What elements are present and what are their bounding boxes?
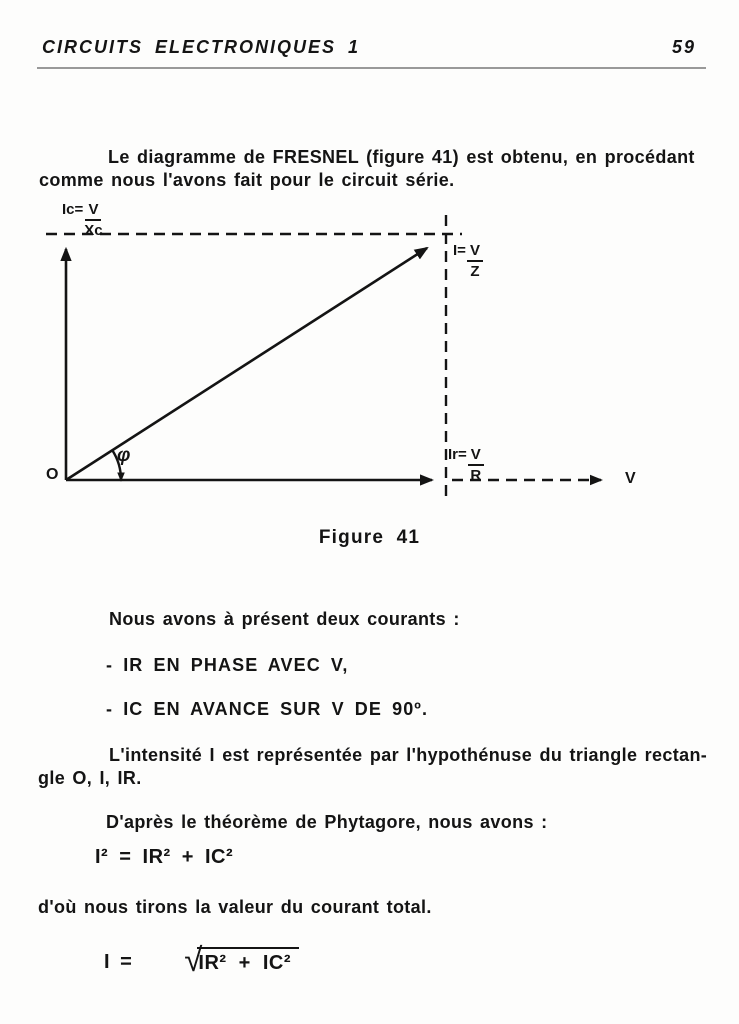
pythagore-intro: D'après le théorème de Phytagore, nous avons : xyxy=(106,812,548,832)
i-label-fraction xyxy=(467,242,483,279)
i-label-numerator: V xyxy=(467,242,483,262)
book-title: CIRCUITS ELECTRONIQUES 1 xyxy=(42,37,361,57)
ic-vector-label xyxy=(62,201,103,238)
intensity-paragraph-line1: L'intensité I est représentée par l'hypothénuse du triangle rectan- xyxy=(109,745,708,765)
page-number: 59 xyxy=(672,37,697,57)
ir-label-fraction xyxy=(468,446,484,483)
i-label-denominator: Z xyxy=(470,263,480,280)
v-axis-label: V xyxy=(625,470,636,487)
bullet-ic-avance: - IC EN AVANCE SUR V DE 90º. xyxy=(106,699,429,719)
intro-paragraph-line1: Le diagramme de FRESNEL (figure 41) est obtenu, en procédant xyxy=(108,147,695,167)
i-label-lhs: I= xyxy=(453,242,466,259)
sqrt-formula-lhs: I = xyxy=(104,951,133,973)
conclusion-line: d'où nous tirons la valeur du courant total. xyxy=(38,897,432,917)
formula-squared: I² = IR² + IC² xyxy=(95,846,234,868)
sqrt-formula-radicand: IR² + IC² xyxy=(197,947,299,973)
fresnel-diagram-canvas xyxy=(0,195,739,510)
ir-label-numerator: V xyxy=(468,446,484,466)
i-vector-label xyxy=(453,242,483,279)
ic-label-denominator: Xc xyxy=(84,222,103,239)
ir-label-denominator: R xyxy=(470,467,482,484)
ic-label-lhs: Ic= xyxy=(62,201,84,218)
ic-label-numerator: V xyxy=(85,201,101,221)
intro-paragraph-line2: comme nous l'avons fait pour le circuit série. xyxy=(39,170,455,190)
phi-angle-label: φ xyxy=(117,445,131,466)
header-rule xyxy=(37,67,706,69)
bullet-ir-phase: - IR EN PHASE AVEC V, xyxy=(106,655,349,675)
ir-label-lhs: Ir= xyxy=(448,446,467,463)
formula-sqrt xyxy=(104,941,299,978)
origin-label: O xyxy=(46,466,59,483)
ir-vector-label xyxy=(448,446,484,483)
ic-label-fraction xyxy=(84,201,102,238)
currents-intro: Nous avons à présent deux courants : xyxy=(109,609,460,629)
intensity-paragraph-line2: gle O, I, IR. xyxy=(38,768,142,788)
figure-caption: Figure 41 xyxy=(318,527,421,548)
radical-sign: √ xyxy=(184,941,203,978)
